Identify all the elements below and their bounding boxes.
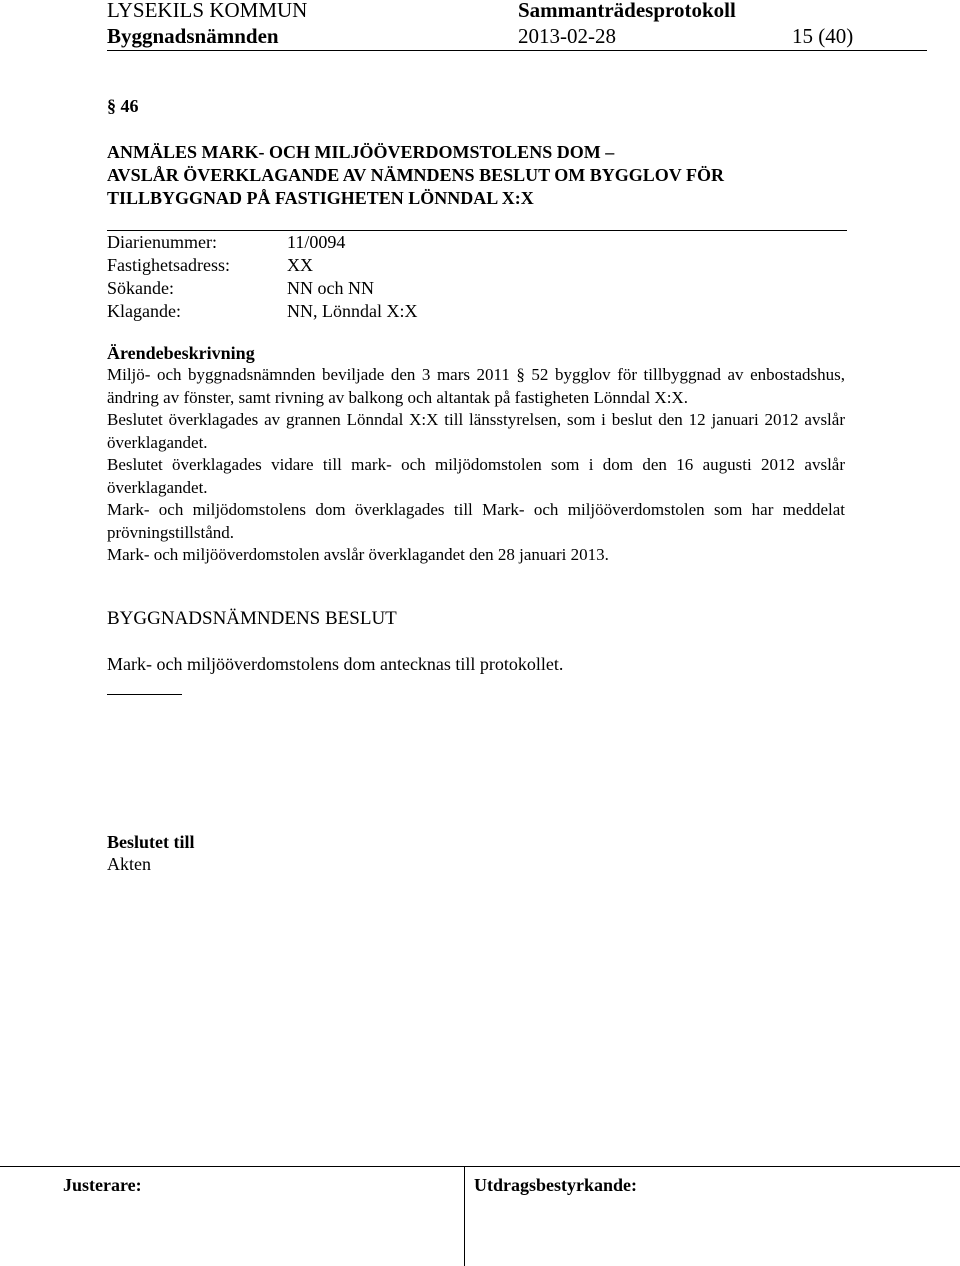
sent-to-heading: Beslutet till xyxy=(107,832,195,852)
decision-heading: BYGGNADSNÄMNDENS BESLUT xyxy=(107,608,397,629)
description-paragraph: Miljö- och byggnadsnämnden beviljade den 3 mars 2011 § 52 bygglov för tillbyggnad av enbostadshus, ändring av fönster, samt rivning av balkong och altantak på fastigheten Lönndal X:X. xyxy=(107,365,845,407)
board-name: Byggnadsnämnden xyxy=(107,24,279,48)
item-title-line: AVSLÅR ÖVERKLAGANDE AV NÄMNDENS BESLUT OM BYGGLOV FÖR xyxy=(107,165,724,185)
certifier-label: Utdragsbestyrkande: xyxy=(474,1175,638,1195)
description-paragraph: Mark- och miljödomstolens dom överklagades till Mark- och miljööverdomstolen som har meddelat prövningstillstånd. xyxy=(107,500,845,542)
case-info-label: Klagande: xyxy=(107,301,181,321)
case-info-value: XX xyxy=(287,255,313,275)
case-info-label: Sökande: xyxy=(107,278,174,298)
case-info-value: NN, Lönndal X:X xyxy=(287,301,418,321)
case-info-value: 11/0094 xyxy=(287,232,346,252)
document-type: Sammanträdesprotokoll xyxy=(518,0,736,22)
description-paragraph: Mark- och miljööverdomstolen avslår överklagandet den 28 januari 2013. xyxy=(107,545,609,564)
sent-to-value: Akten xyxy=(107,854,151,874)
case-info-label: Fastighetsadress: xyxy=(107,255,230,275)
description-paragraph: Beslutet överklagades vidare till mark- och miljödomstolen som i dom den 16 augusti 2012 avslår överklagandet. xyxy=(107,455,845,497)
header-divider xyxy=(107,50,927,51)
case-info-value: NN och NN xyxy=(287,278,374,298)
case-info-label: Diarienummer: xyxy=(107,232,217,252)
footer-column-divider xyxy=(464,1166,465,1266)
item-title-line: ANMÄLES MARK- OCH MILJÖÖVERDOMSTOLENS DOM – xyxy=(107,142,615,162)
footer-divider xyxy=(0,1166,960,1167)
description-paragraph: Beslutet överklagades av grannen Lönndal X:X till länsstyrelsen, som i beslut den 12 januari 2012 avslår överklagandet. xyxy=(107,410,845,452)
item-title xyxy=(107,141,724,210)
title-divider xyxy=(107,230,847,231)
page-number: 15 (40) xyxy=(792,24,854,48)
description-heading: Ärendebeskrivning xyxy=(107,343,255,363)
adjuster-label: Justerare: xyxy=(63,1175,142,1195)
meeting-date: 2013-02-28 xyxy=(518,24,616,48)
description-body xyxy=(107,364,845,567)
item-title-line: TILLBYGGNAD PÅ FASTIGHETEN LÖNNDAL X:X xyxy=(107,188,534,208)
decision-end-line xyxy=(107,694,182,695)
municipality-name: LYSEKILS KOMMUN xyxy=(107,0,308,22)
decision-text: Mark- och miljööverdomstolens dom antecknas till protokollet. xyxy=(107,654,564,674)
section-number: § 46 xyxy=(107,96,139,116)
